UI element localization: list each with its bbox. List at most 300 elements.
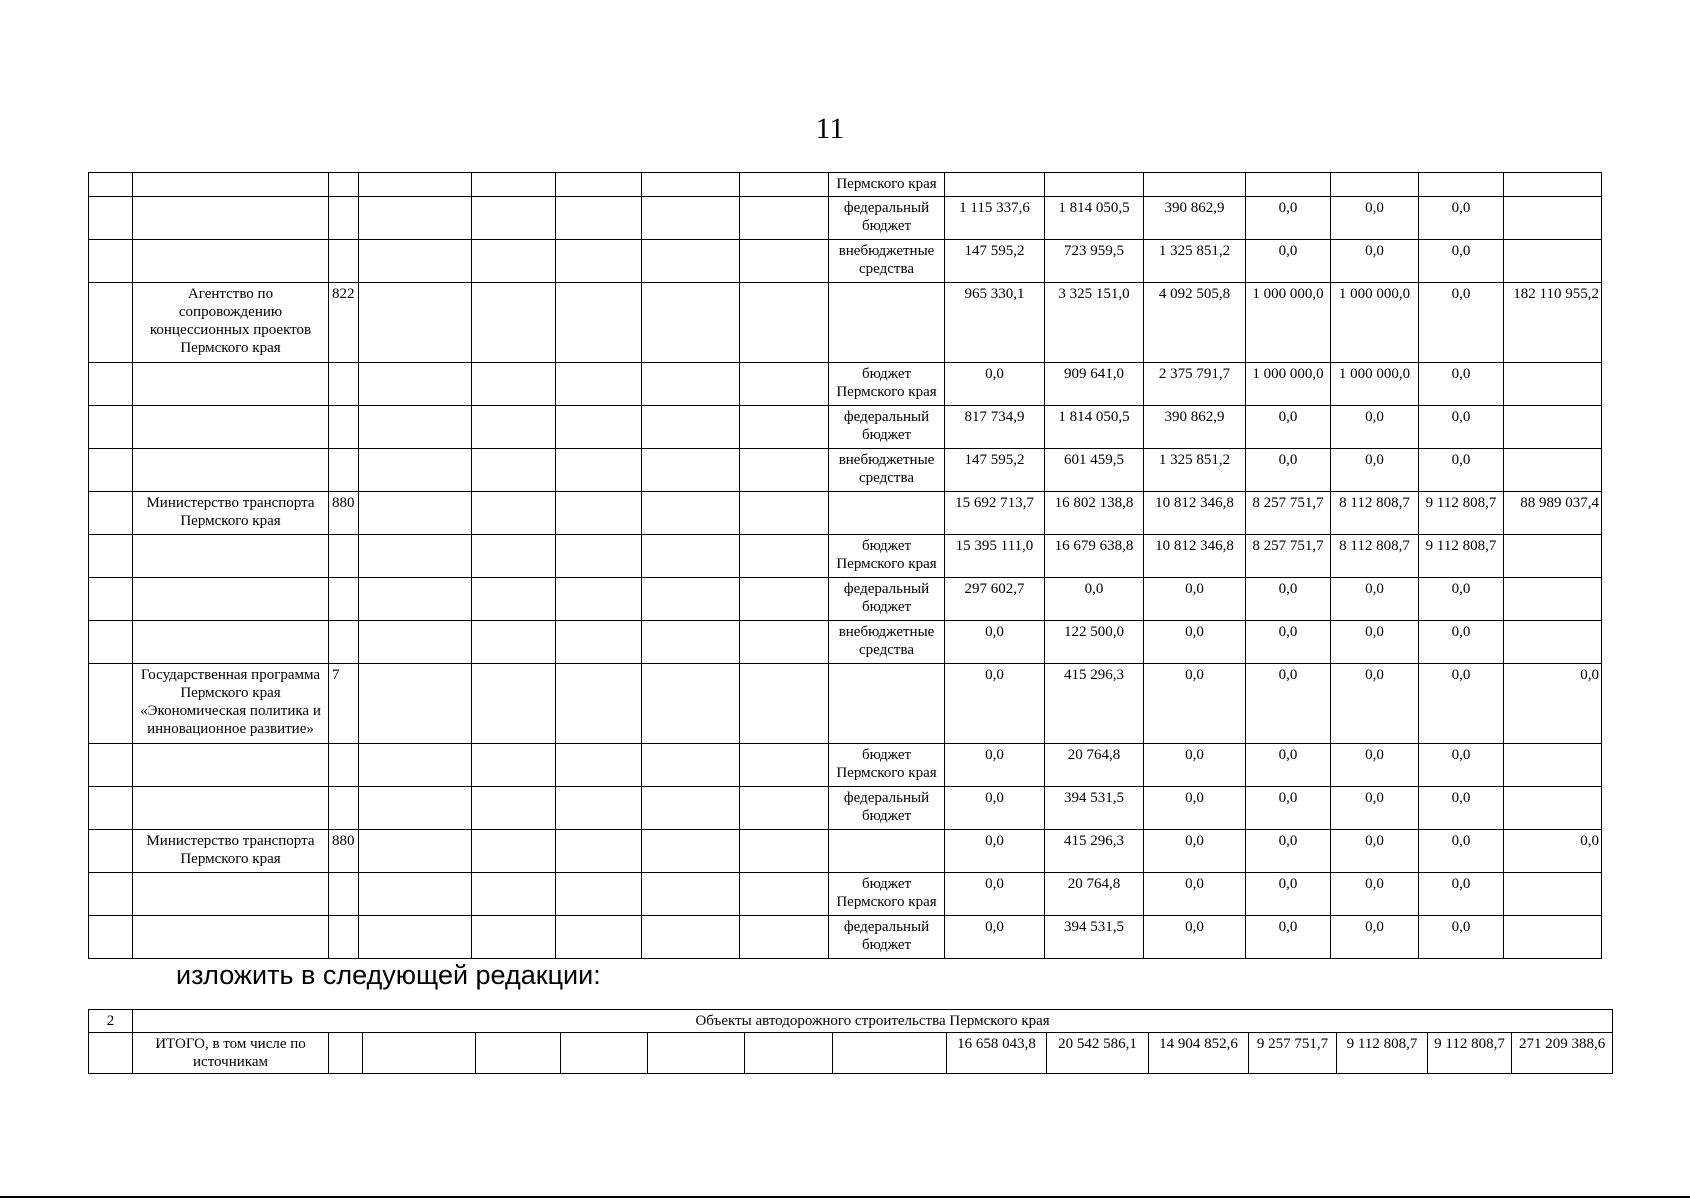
value-cell: 0,0 [945,916,1045,959]
empty-cell [556,535,642,578]
source-cell: бюджет Пермского края [829,873,945,916]
empty-cell [740,787,829,830]
value-cell [1504,406,1602,449]
value-cell [1504,873,1602,916]
empty-cell [556,406,642,449]
value-cell: 0,0 [945,621,1045,664]
value-cell: 20 764,8 [1045,744,1144,787]
total-row [89,1033,1613,1074]
table-row [89,449,1602,492]
total-value-cell: 9 112 808,7 [1337,1033,1428,1074]
value-cell: 0,0 [1144,873,1246,916]
value-cell: 0,0 [1331,449,1419,492]
empty-cell [472,916,556,959]
value-cell: 0,0 [1419,621,1504,664]
value-cell: 8 112 808,7 [1331,492,1419,535]
empty-cell [472,787,556,830]
value-cell: 10 812 346,8 [1144,492,1246,535]
total-value-cell: 271 209 388,6 [1512,1033,1613,1074]
empty-cell [642,240,740,283]
empty-cell [740,873,829,916]
value-cell: 4 092 505,8 [1144,283,1246,363]
number-cell [89,873,133,916]
value-cell: 0,0 [1144,621,1246,664]
empty-cell [359,664,472,744]
table-row [89,406,1602,449]
table-row [89,535,1602,578]
source-cell: бюджет Пермского края [829,744,945,787]
empty-cell [359,363,472,406]
value-cell: 0,0 [1246,406,1331,449]
empty-cell [642,621,740,664]
empty-cell [472,363,556,406]
code-cell [329,744,359,787]
code-cell [329,173,359,197]
code-cell [329,363,359,406]
name-cell [133,197,329,240]
name-cell [133,578,329,621]
empty-cell [359,240,472,283]
empty-cell [642,744,740,787]
name-cell [133,744,329,787]
code-cell [329,240,359,283]
value-cell: 0,0 [1331,873,1419,916]
empty-cell [476,1033,561,1074]
table-row [89,830,1602,873]
code-cell [329,916,359,959]
number-cell [89,787,133,830]
total-value-cell: 20 542 586,1 [1047,1033,1149,1074]
empty-cell [472,449,556,492]
code-cell [329,578,359,621]
empty-cell [472,492,556,535]
code-cell [329,449,359,492]
value-cell: 390 862,9 [1144,197,1246,240]
value-cell: 0,0 [1419,830,1504,873]
empty-cell [561,1033,648,1074]
empty-cell [556,363,642,406]
code-cell: 7 [329,664,359,744]
value-cell: 0,0 [1246,830,1331,873]
source-cell [829,283,945,363]
value-cell: 0,0 [1331,578,1419,621]
empty-cell [472,173,556,197]
source-cell: федеральный бюджет [829,197,945,240]
value-cell: 394 531,5 [1045,916,1144,959]
empty-cell [359,621,472,664]
name-cell: Государственная программа Пермского края «Экономическая политика и инновационное развитие» [133,664,329,744]
empty-cell [472,240,556,283]
empty-cell [740,492,829,535]
page-number: 11 [815,112,845,145]
name-cell [133,240,329,283]
empty-cell [556,240,642,283]
section-title: Объекты автодорожного строительства Пермского края [133,1010,1613,1033]
value-cell [1246,173,1331,197]
name-cell [133,787,329,830]
value-cell [1504,363,1602,406]
value-cell [1504,916,1602,959]
value-cell: 147 595,2 [945,449,1045,492]
source-cell: бюджет Пермского края [829,363,945,406]
value-cell: 0,0 [1419,449,1504,492]
empty-cell [556,173,642,197]
value-cell: 3 325 151,0 [1045,283,1144,363]
value-cell: 0,0 [1331,830,1419,873]
empty-cell [740,664,829,744]
code-cell: 822 [329,283,359,363]
value-cell: 415 296,3 [1045,664,1144,744]
value-cell: 0,0 [1419,916,1504,959]
name-cell [133,621,329,664]
value-cell [1504,449,1602,492]
empty-cell [472,283,556,363]
source-cell: внебюджетные средства [829,449,945,492]
total-value-cell: 9 257 751,7 [1249,1033,1337,1074]
value-cell: 0,0 [1419,197,1504,240]
name-cell: Министерство транспорта Пермского края [133,492,329,535]
empty-cell [740,621,829,664]
value-cell: 0,0 [1144,787,1246,830]
value-cell: 394 531,5 [1045,787,1144,830]
value-cell [1504,578,1602,621]
empty-cell [359,535,472,578]
empty-cell [556,873,642,916]
name-cell: Министерство транспорта Пермского края [133,830,329,873]
empty-cell [472,621,556,664]
name-cell [133,173,329,197]
value-cell: 0,0 [1246,240,1331,283]
empty-cell [472,578,556,621]
budget-table [88,172,1602,959]
empty-cell [556,492,642,535]
table-row [89,173,1602,197]
empty-cell [89,1033,133,1074]
number-cell [89,449,133,492]
total-value-cell: 14 904 852,6 [1149,1033,1249,1074]
empty-cell [359,197,472,240]
empty-cell [740,535,829,578]
table-row [89,787,1602,830]
number-cell [89,916,133,959]
value-cell: 909 641,0 [1045,363,1144,406]
value-cell [1504,787,1602,830]
value-cell: 1 000 000,0 [1246,363,1331,406]
total-value-cell: 16 658 043,8 [947,1033,1047,1074]
value-cell: 15 395 111,0 [945,535,1045,578]
value-cell: 0,0 [1144,578,1246,621]
value-cell: 0,0 [1419,664,1504,744]
total-label: ИТОГО, в том числе по источникам [133,1033,329,1074]
empty-cell [740,197,829,240]
empty-cell [329,1033,363,1074]
empty-cell [833,1033,947,1074]
value-cell: 10 812 346,8 [1144,535,1246,578]
empty-cell [642,173,740,197]
value-cell: 1 000 000,0 [1246,283,1331,363]
table-row [89,283,1602,363]
value-cell: 0,0 [1246,916,1331,959]
empty-cell [740,830,829,873]
value-cell: 0,0 [1246,621,1331,664]
source-cell: федеральный бюджет [829,578,945,621]
empty-cell [556,787,642,830]
value-cell: 88 989 037,4 [1504,492,1602,535]
value-cell: 601 459,5 [1045,449,1144,492]
value-cell: 0,0 [1419,578,1504,621]
empty-cell [556,621,642,664]
value-cell: 0,0 [945,664,1045,744]
name-cell [133,363,329,406]
value-cell: 723 959,5 [1045,240,1144,283]
empty-cell [359,449,472,492]
number-cell [89,621,133,664]
empty-cell [642,787,740,830]
value-cell: 297 602,7 [945,578,1045,621]
value-cell [1045,173,1144,197]
empty-cell [556,197,642,240]
table-row [89,873,1602,916]
empty-cell [740,363,829,406]
empty-cell [556,283,642,363]
source-cell: федеральный бюджет [829,787,945,830]
empty-cell [642,873,740,916]
value-cell: 147 595,2 [945,240,1045,283]
total-value-cell: 9 112 808,7 [1428,1033,1512,1074]
code-cell [329,621,359,664]
value-cell: 8 257 751,7 [1246,535,1331,578]
value-cell: 0,0 [1331,197,1419,240]
code-cell [329,787,359,830]
value-cell: 0,0 [1246,664,1331,744]
number-cell [89,173,133,197]
value-cell: 0,0 [1419,363,1504,406]
empty-cell [642,916,740,959]
number-cell [89,664,133,744]
value-cell: 0,0 [1144,916,1246,959]
empty-cell [642,492,740,535]
code-cell [329,406,359,449]
value-cell: 9 112 808,7 [1419,492,1504,535]
value-cell: 390 862,9 [1144,406,1246,449]
value-cell [1504,173,1602,197]
value-cell: 817 734,9 [945,406,1045,449]
name-cell: Агентство по сопровождению концессионных проектов Пермского края [133,283,329,363]
empty-cell [642,449,740,492]
code-cell: 880 [329,492,359,535]
source-cell: бюджет Пермского края [829,535,945,578]
code-cell: 880 [329,830,359,873]
empty-cell [648,1033,745,1074]
empty-cell [359,406,472,449]
value-cell: 8 112 808,7 [1331,535,1419,578]
value-cell [1504,744,1602,787]
table-row [89,492,1602,535]
value-cell: 0,0 [1419,406,1504,449]
empty-cell [556,744,642,787]
value-cell: 0,0 [1331,787,1419,830]
empty-cell [363,1033,476,1074]
name-cell [133,535,329,578]
value-cell: 0,0 [1144,664,1246,744]
value-cell [945,173,1045,197]
section-header-row [89,1010,1613,1033]
value-cell: 0,0 [1246,873,1331,916]
number-cell [89,744,133,787]
value-cell: 0,0 [1331,664,1419,744]
value-cell: 1 325 851,2 [1144,240,1246,283]
value-cell: 0,0 [1246,787,1331,830]
source-cell: Пермского края [829,173,945,197]
empty-cell [472,664,556,744]
value-cell: 182 110 955,2 [1504,283,1602,363]
value-cell: 0,0 [945,787,1045,830]
value-cell: 15 692 713,7 [945,492,1045,535]
empty-cell [642,406,740,449]
value-cell [1504,621,1602,664]
value-cell: 0,0 [1331,406,1419,449]
source-cell [829,664,945,744]
empty-cell [556,830,642,873]
number-cell [89,578,133,621]
value-cell: 0,0 [1144,830,1246,873]
value-cell: 16 679 638,8 [1045,535,1144,578]
empty-cell [359,283,472,363]
value-cell: 1 000 000,0 [1331,283,1419,363]
number-cell [89,830,133,873]
empty-cell [740,916,829,959]
value-cell: 1 000 000,0 [1331,363,1419,406]
empty-cell [472,744,556,787]
code-cell [329,197,359,240]
value-cell: 0,0 [1144,744,1246,787]
empty-cell [359,873,472,916]
value-cell: 2 375 791,7 [1144,363,1246,406]
table-row [89,664,1602,744]
section-number: 2 [89,1010,133,1033]
empty-cell [642,283,740,363]
empty-cell [556,578,642,621]
value-cell [1504,197,1602,240]
empty-cell [740,173,829,197]
empty-cell [556,916,642,959]
empty-cell [642,535,740,578]
value-cell: 0,0 [945,873,1045,916]
amended-table [88,1009,1613,1074]
empty-cell [359,787,472,830]
empty-cell [642,830,740,873]
empty-cell [359,578,472,621]
empty-cell [359,916,472,959]
empty-cell [472,197,556,240]
value-cell: 0,0 [945,744,1045,787]
empty-cell [359,744,472,787]
empty-cell [359,492,472,535]
value-cell: 0,0 [1331,744,1419,787]
number-cell [89,363,133,406]
value-cell: 0,0 [1246,744,1331,787]
empty-cell [642,664,740,744]
value-cell: 415 296,3 [1045,830,1144,873]
empty-cell [472,830,556,873]
name-cell [133,449,329,492]
code-cell [329,535,359,578]
empty-cell [745,1033,833,1074]
value-cell [1419,173,1504,197]
empty-cell [740,578,829,621]
value-cell: 0,0 [1331,240,1419,283]
source-cell: федеральный бюджет [829,406,945,449]
empty-cell [472,535,556,578]
source-cell [829,830,945,873]
number-cell [89,492,133,535]
empty-cell [359,173,472,197]
value-cell: 9 112 808,7 [1419,535,1504,578]
table-row [89,240,1602,283]
table-row [89,363,1602,406]
empty-cell [556,449,642,492]
value-cell: 0,0 [1045,578,1144,621]
number-cell [89,197,133,240]
table-row [89,916,1602,959]
name-cell [133,406,329,449]
empty-cell [642,197,740,240]
number-cell [89,535,133,578]
value-cell: 8 257 751,7 [1246,492,1331,535]
empty-cell [359,830,472,873]
number-cell [89,406,133,449]
value-cell [1144,173,1246,197]
empty-cell [556,664,642,744]
empty-cell [642,363,740,406]
page-bottom-rule [0,1196,1690,1198]
value-cell: 1 325 851,2 [1144,449,1246,492]
value-cell: 0,0 [1504,830,1602,873]
empty-cell [740,283,829,363]
table-row [89,621,1602,664]
source-cell: внебюджетные средства [829,621,945,664]
empty-cell [642,578,740,621]
empty-cell [740,449,829,492]
value-cell: 0,0 [1246,449,1331,492]
value-cell: 0,0 [1419,240,1504,283]
value-cell: 16 802 138,8 [1045,492,1144,535]
amendment-heading: изложить в следующей редакции: [176,960,601,990]
value-cell: 0,0 [1419,283,1504,363]
value-cell [1504,535,1602,578]
value-cell: 0,0 [1419,787,1504,830]
number-cell [89,283,133,363]
value-cell: 0,0 [1331,916,1419,959]
value-cell: 1 814 050,5 [1045,197,1144,240]
value-cell: 20 764,8 [1045,873,1144,916]
value-cell: 0,0 [1246,578,1331,621]
value-cell: 0,0 [1504,664,1602,744]
value-cell: 122 500,0 [1045,621,1144,664]
name-cell [133,916,329,959]
table-row [89,578,1602,621]
value-cell: 0,0 [1419,744,1504,787]
value-cell [1504,240,1602,283]
value-cell: 0,0 [945,363,1045,406]
value-cell: 0,0 [945,830,1045,873]
empty-cell [472,406,556,449]
number-cell [89,240,133,283]
source-cell: федеральный бюджет [829,916,945,959]
value-cell: 1 814 050,5 [1045,406,1144,449]
empty-cell [740,240,829,283]
table-row [89,197,1602,240]
